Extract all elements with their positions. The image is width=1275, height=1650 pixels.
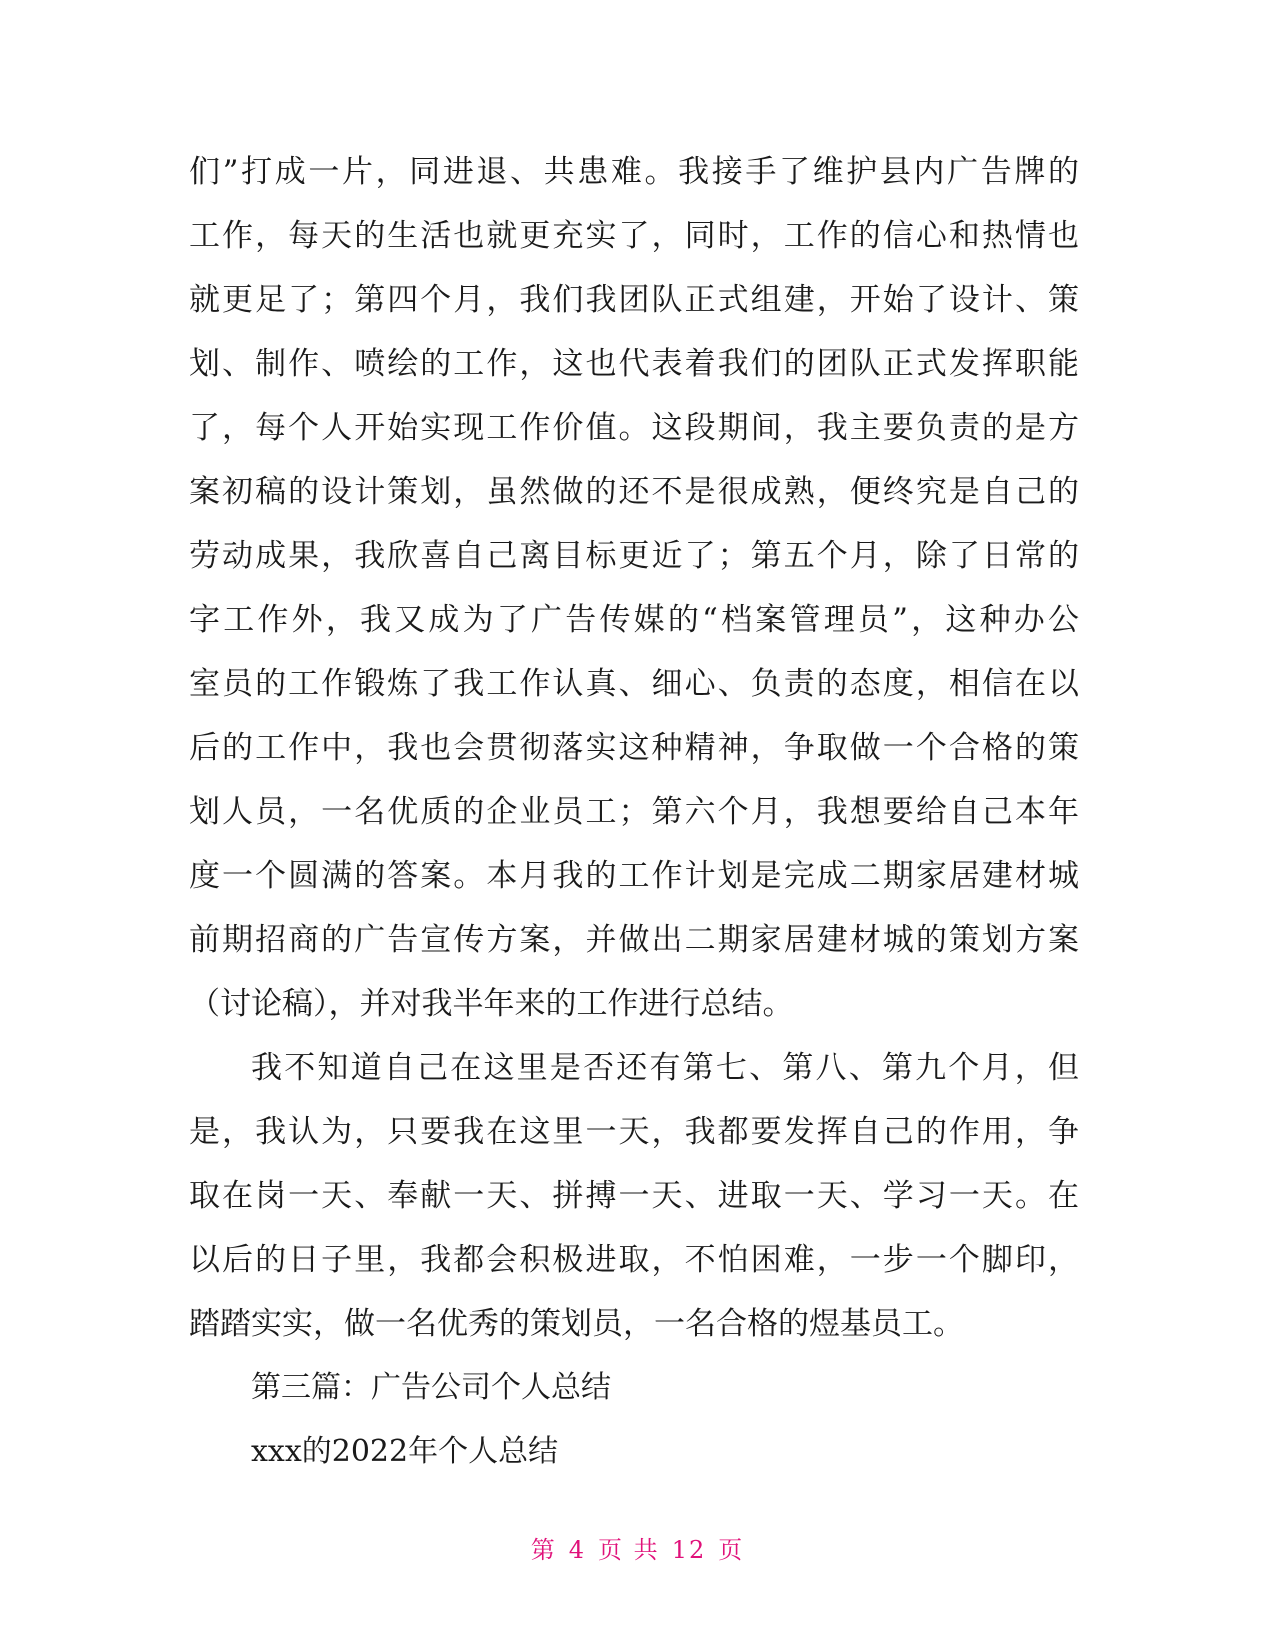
footer-total-pages: 12 (671, 1536, 707, 1564)
text-line: 室员的工作锻炼了我工作认真、细心、负责的态度，相信在以 (189, 666, 1079, 702)
paragraph-1 (189, 140, 1079, 1036)
text-line: 踏踏实实，做一名优秀的策划员，一名合格的煜基员工。 (189, 1306, 964, 1342)
text-line: 字工作外，我又成为了广告传媒的“档案管理员”，这种办公 (189, 602, 1079, 638)
page-footer (0, 1530, 1275, 1565)
section-heading: 第三篇：广告公司个人总结 (251, 1370, 611, 1405)
subtitle: xxx的2022年个人总结 (251, 1434, 559, 1469)
footer-middle: 页 共 (598, 1536, 660, 1564)
text-line: 以后的日子里，我都会积极进取，不怕困难，一步一个脚印， (189, 1242, 1079, 1278)
text-line: 了，每个人开始实现工作价值。这段期间，我主要负责的是方 (189, 410, 1079, 446)
text-line: 们”打成一片，同进退、共患难。我接手了维护县内广告牌的 (189, 154, 1079, 190)
text-line: 我不知道自己在这里是否还有第七、第八、第九个月，但 (251, 1050, 1079, 1086)
text-line: 后的工作中，我也会贯彻落实这种精神，争取做一个合格的策 (189, 730, 1079, 766)
paragraph-2 (189, 1036, 1079, 1356)
text-line: 取在岗一天、奉献一天、拼搏一天、进取一天、学习一天。在 (189, 1178, 1079, 1214)
text-line: 劳动成果，我欣喜自己离目标更近了；第五个月，除了日常的 (189, 538, 1079, 574)
text-line: 划人员，一名优质的企业员工；第六个月，我想要给自己本年 (189, 794, 1079, 830)
text-line: 工作，每天的生活也就更充实了，同时，工作的信心和热情也 (189, 218, 1079, 254)
text-line: 度一个圆满的答案。本月我的工作计划是完成二期家居建材城 (189, 858, 1079, 894)
text-line: 就更足了；第四个月，我们我团队正式组建，开始了设计、策 (189, 282, 1079, 318)
text-line: （讨论稿），并对我半年来的工作进行总结。 (189, 986, 794, 1022)
footer-suffix: 页 (718, 1536, 745, 1564)
text-line: 划、制作、喷绘的工作，这也代表着我们的团队正式发挥职能 (189, 346, 1079, 382)
text-line: 案初稿的设计策划，虽然做的还不是很成熟，便终究是自己的 (189, 474, 1079, 510)
footer-prefix: 第 (530, 1536, 557, 1564)
text-line: 是，我认为，只要我在这里一天，我都要发挥自己的作用，争 (189, 1114, 1079, 1150)
footer-page-number: 4 (568, 1536, 587, 1564)
text-line: 前期招商的广告宣传方案，并做出二期家居建材城的策划方案 (189, 922, 1079, 958)
body-text (189, 140, 1079, 1484)
